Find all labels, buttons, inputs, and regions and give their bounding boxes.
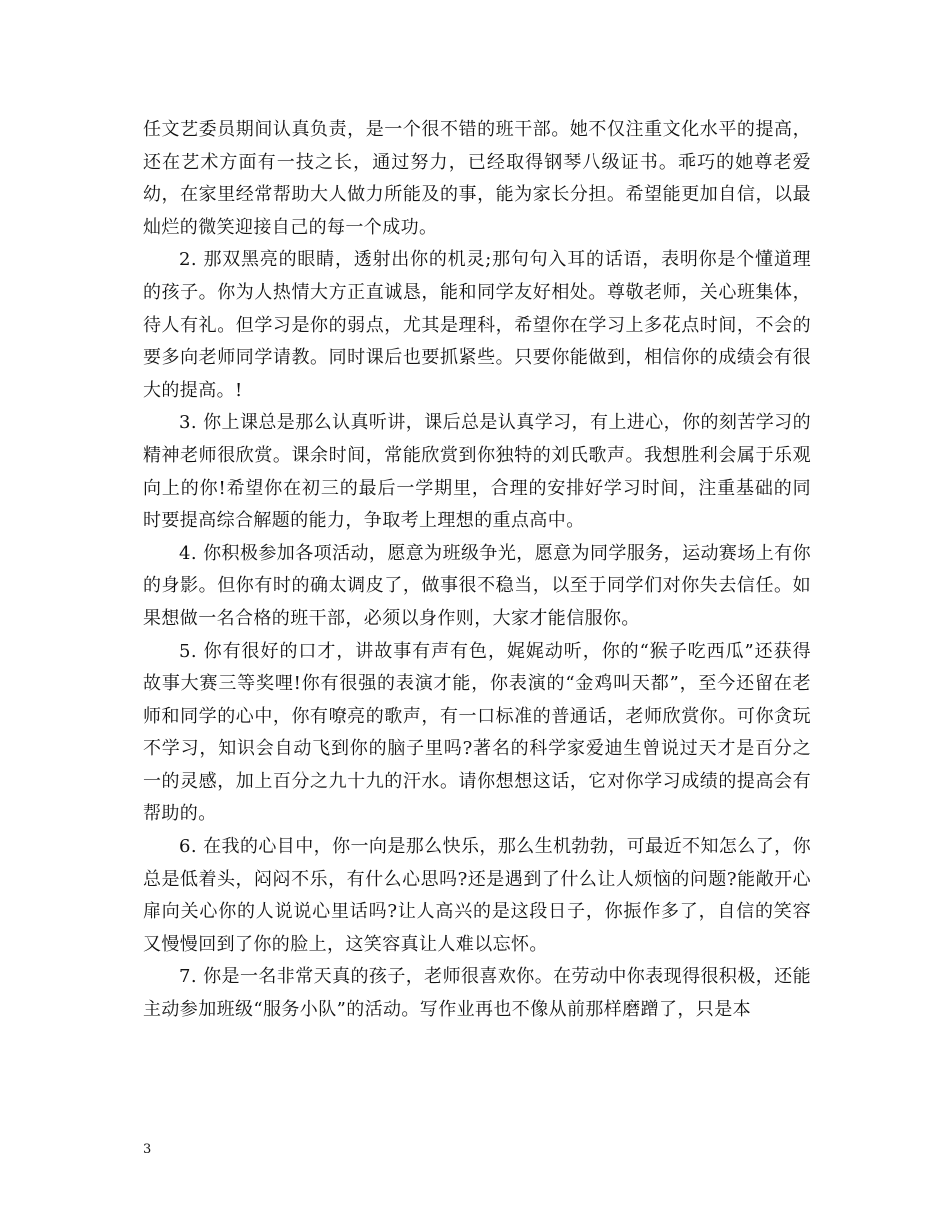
paragraph-comment-3: 3. 你上课总是那么认真听讲，课后总是认真学习，有上进心，你的刻苦学习的精神老师很欣赏。课余时间，常能欣赏到你独特的刘氏歌声。我想胜利会属于乐观向上的你!希望你在初三的最后一学期里，合理的安排好学习时间，注重基础的同时要提高综合解题的能力，争取考上理想的重点高中。 [143,412,811,532]
paragraph-continuation: 任文艺委员期间认真负责，是一个很不错的班干部。她不仅注重文化水平的提高，还在艺术方面有一技之长，通过努力，已经取得钢琴八级证书。乖巧的她尊老爱幼，在家里经常帮助大人做力所能及的事，能为家长分担。希望能更加自信，以最灿烂的微笑迎接自己的每一个成功。 [143,119,811,238]
paragraph-comment-7: 7. 你是一名非常天真的孩子，老师很喜欢你。在劳动中你表现得很积极，还能主动参加班级“服务小队”的活动。写作业再也不像从前那样磨蹭了，只是本 [143,966,811,1021]
paragraph-comment-5: 5. 你有很好的口才，讲故事有声有色，娓娓动听，你的“猴子吃西瓜”还获得故事大赛三等奖哩!你有很强的表演才能，你表演的“金鸡叫天都”，至今还留在老师和同学的心中，你有嘹亮的歌声，有一口标准的普通话，老师欣赏你。可你贪玩不学习，知识会自动飞到你的脑子里吗?著名的科学家爱迪生曾说过天才是百分之一的灵感，加上百分之九十九的汗水。请你想想这话，它对你学习成绩的提高会有帮助的。 [143,640,811,825]
paragraph-comment-4: 4. 你积极参加各项活动，愿意为班级争光，愿意为同学服务，运动赛场上有你的身影。但你有时的确太调皮了，做事很不稳当，以至于同学们对你失去信任。如果想做一名合格的班干部，必须以身作则，大家才能信服你。 [143,542,811,629]
paragraph-comment-2: 2. 那双黑亮的眼睛，透射出你的机灵;那句句入耳的话语，表明你是个懂道理的孩子。你为人热情大方正直诚恳，能和同学友好相处。尊敬老师，关心班集体，待人有礼。但学习是你的弱点，尤其是理科，希望你在学习上多花点时间，不会的要多向老师同学请教。同时课后也要抓紧些。只要你能做到，相信你的成绩会有很大的提高。! [143,249,811,401]
page-number: 3 [143,1142,152,1157]
paragraph-comment-6: 6. 在我的心目中，你一向是那么快乐，那么生机勃勃，可最近不知怎么了，你总是低着头，闷闷不乐，有什么心思吗?还是遇到了什么让人烦恼的问题?能敞开心扉向关心你的人说说心里话吗?让人高兴的是这段日子，你振作多了，自信的笑容又慢慢回到了你的脸上，这笑容真让人难以忘怀。 [143,836,811,955]
document-body [143,114,811,1027]
